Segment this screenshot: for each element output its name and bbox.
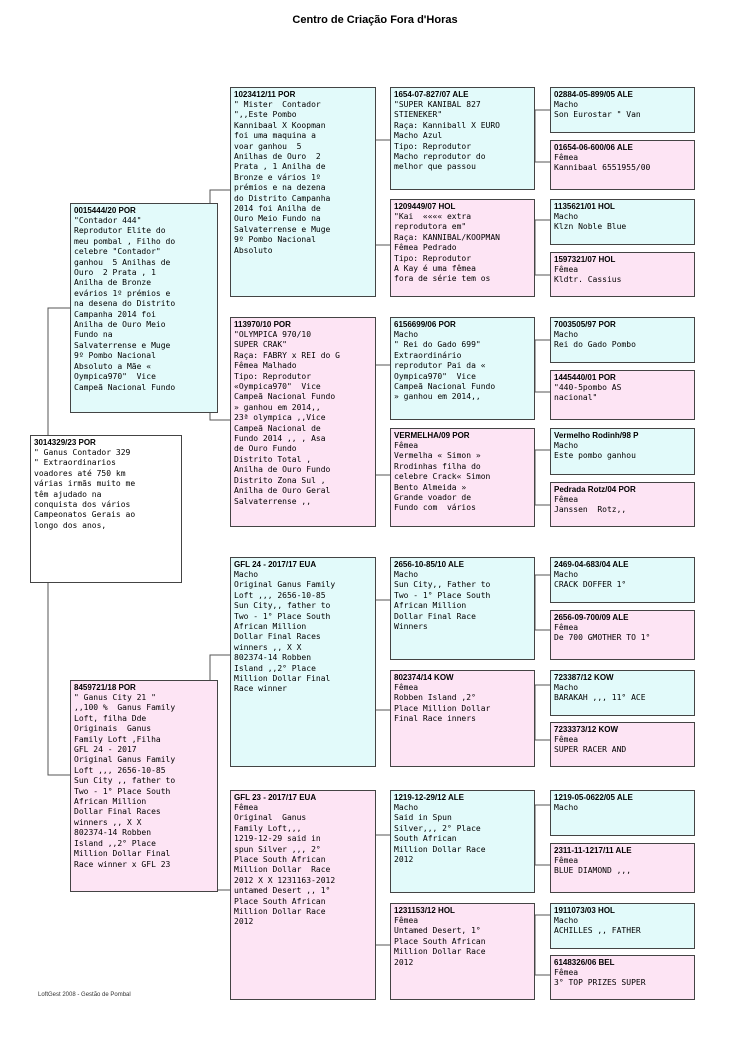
ancestor-card[interactable] <box>550 317 695 363</box>
ancestor-card[interactable] <box>390 670 535 767</box>
pigeon-description: Fêmea SUPER RACER AND <box>554 735 627 755</box>
pigeon-description: Macho Este pombo ganhou <box>554 441 636 461</box>
pigeon-description: Fêmea Original Ganus Family Loft,,, 1219-12-29 said in spun Silver ,,, 2° Place South African Million Dollar Race 2012 X X 1231163-2012 untamed Desert ,, 1° Place South African Million Dollar Race 2012 <box>234 803 336 927</box>
ring-number: GFL 23 - 2017/17 EUA <box>234 793 317 802</box>
ring-number: 1209449/07 HOL <box>394 202 456 211</box>
ancestor-card[interactable] <box>390 428 535 527</box>
ring-number: 2469-04-683/04 ALE <box>554 560 629 569</box>
ring-number: 2311-11-1217/11 ALE <box>554 846 632 855</box>
pigeon-description: Macho Son Eurostar " Van <box>554 100 641 120</box>
pigeon-description: Macho Original Ganus Family Loft ,,, 2656-10-85 Sun City,, father to Two - 1° Place South African Million Dollar Final Races winners ,, X X 802374-14 Robben Island ,,2° Place Million Dollar Final Race winner <box>234 570 336 694</box>
ancestor-card[interactable] <box>390 557 535 660</box>
pigeon-description: " Ganus Contador 329 " Extraordinarios voadores até 750 km várias irmãs muito me têm ajudado na conquista dos vários Campeonatos Gerais ao longo dos anos, <box>34 448 136 530</box>
pigeon-description: "Kai «««« extra reprodutora em" Raça: KANNIBAL/KOOPMAN Fêmea Pedrado Tipo: Reprodutor A Kay é uma fêmea fora de série tem os <box>394 212 500 284</box>
sire-card[interactable] <box>70 203 218 413</box>
ring-number: 7003505/97 POR <box>554 320 616 329</box>
pigeon-description: " Mister Contador ",,Este Pombo Kannibaal X Koopman foi uma maquina a voar ganhou 5 Anilhas de Ouro 2 Prata , 1 Anilha de Bronze e vários 1º prémios e na dezena do Distrito Campanha 2014 foi Anilha de Ouro Meio Fundo na Salvaterrense e Muge 9º Pombo Nacional Absoluto <box>234 100 331 255</box>
pigeon-description: Fêmea De 700 GMOTHER TO 1° <box>554 623 651 643</box>
ancestor-card[interactable] <box>550 843 695 893</box>
ring-number: 1219-12-29/12 ALE <box>394 793 464 802</box>
ring-number: 02884-05-899/05 ALE <box>554 90 633 99</box>
ring-number: 2656-10-85/10 ALE <box>394 560 464 569</box>
pigeon-description: Macho " Rei do Gado 699" Extraordinário reprodutor Pai da « Oympica970" Vice Campeã Nacional Fundo » ganhou em 2014,, <box>394 330 496 402</box>
ring-number: Pedrada Rotz/04 POR <box>554 485 636 494</box>
ring-number: GFL 24 - 2017/17 EUA <box>234 560 317 569</box>
ring-number: 01654-06-600/06 ALE <box>554 143 633 152</box>
ring-number: 1219-05-0622/05 ALE <box>554 793 633 802</box>
ring-number: 1135621/01 HOL <box>554 202 615 211</box>
pigeon-description: Fêmea Robben Island ,2° Place Million Dollar Final Race inners <box>394 683 491 724</box>
footer-credit: LoftGest 2008 - Gestão de Pombal <box>38 992 131 998</box>
ancestor-card[interactable] <box>550 370 695 420</box>
ancestor-card[interactable] <box>390 199 535 297</box>
ancestor-card[interactable] <box>550 903 695 949</box>
ring-number: 8459721/18 POR <box>74 683 136 692</box>
pigeon-description: Fêmea Kldtr. Cassius <box>554 265 622 285</box>
ancestor-card[interactable] <box>550 428 695 475</box>
ring-number: VERMELHA/09 POR <box>394 431 470 440</box>
ancestor-card[interactable] <box>550 140 695 190</box>
pigeon-description: "OLYMPICA 970/10 SUPER CRAK" Raça: FABRY x REI do G Fêmea Malhado Tipo: Reprodutor «Oympica970" Vice Campeã Nacional Fundo » ganhou em 2014,, 23ª olympica ,,Vice Campeã Nacional de Fundo 2014 ,, , Asa de Ouro Fundo Distrito Total , Anilha de Ouro Fundo Distrito Zona Sul , Anilha de Ouro Geral Salvaterrense ,, <box>234 330 340 506</box>
ring-number: 3014329/23 POR <box>34 438 96 447</box>
pigeon-description: Macho <box>554 803 579 812</box>
ancestor-card[interactable] <box>550 610 695 660</box>
pigeon-description: Macho CRACK DOFFER 1° <box>554 570 627 590</box>
ring-number: 113970/10 POR <box>234 320 291 329</box>
ancestor-card[interactable] <box>550 199 695 245</box>
pigeon-description: Macho Sun City,, Father to Two - 1° Place South African Million Dollar Final Race Winners <box>394 570 491 632</box>
ring-number: 802374/14 KOW <box>394 673 454 682</box>
paternal-grandsire-card[interactable] <box>230 87 376 297</box>
paternal-granddam-card[interactable] <box>230 317 376 527</box>
ring-number: 6148326/06 BEL <box>554 958 615 967</box>
ancestor-card[interactable] <box>550 252 695 297</box>
ring-number: 6156699/06 POR <box>394 320 456 329</box>
maternal-grandsire-card[interactable] <box>230 557 376 767</box>
ancestor-card[interactable] <box>550 722 695 767</box>
pigeon-description: Fêmea Janssen Rotz,, <box>554 495 627 515</box>
ancestor-card[interactable] <box>390 790 535 893</box>
pigeon-description: Macho BARAKAH ,,, 11° ACE <box>554 683 646 703</box>
ring-number: 1023412/11 POR <box>234 90 296 99</box>
ancestor-card[interactable] <box>550 955 695 1000</box>
ring-number: 7233373/12 KOW <box>554 725 619 734</box>
pigeon-description: Macho Said in Spun Silver,,, 2° Place South African Million Dollar Race 2012 <box>394 803 486 865</box>
ancestor-card[interactable] <box>390 87 535 190</box>
pigeon-description: Fêmea Untamed Desert, 1° Place South African Million Dollar Race 2012 <box>394 916 486 967</box>
pigeon-description: Fêmea Vermelha « Simon » Rrodinhas filha do celebre Crack« Simon Bento Almeida » Grande voador de Fundo com vários <box>394 441 491 513</box>
pigeon-description: "SUPER KANIBAL 827 STIENEKER" Raça: Kanniball X EURO Macho Azul Tipo: Reprodutor Macho reprodutor do melhor que passou <box>394 100 500 172</box>
pigeon-description: Macho Rei do Gado Pombo <box>554 330 636 350</box>
ancestor-card[interactable] <box>550 557 695 603</box>
ring-number: 1445440/01 POR <box>554 373 616 382</box>
pigeon-description: Macho Klzn Noble Blue <box>554 212 627 232</box>
ring-number: 0015444/20 POR <box>74 206 136 215</box>
dam-card[interactable] <box>70 680 218 892</box>
pigeon-description: "Contador 444" Reprodutor Elite do meu pombal , Filho do celebre "Contador" ganhou 5 Anilhas de Ouro 2 Prata , 1 Anilha de Bronze evários 1º prémios e na desena do Distrito Campanha 2014 foi Anilha de Ouro Meio Fundo na Salvaterrense e Muge 9º Pombo Nacional Absoluto a Mãe « Oympica970" Vice Campeã Nacional Fundo <box>74 216 176 392</box>
maternal-granddam-card[interactable] <box>230 790 376 1000</box>
pigeon-description: "440-5pombo AS nacional" <box>554 383 622 403</box>
ancestor-card[interactable] <box>550 790 695 836</box>
ring-number: 2656-09-700/09 ALE <box>554 613 629 622</box>
page-title: Centro de Criação Fora d'Horas <box>292 14 458 26</box>
pigeon-description: Fêmea Kannibaal 6551955/00 <box>554 153 651 173</box>
ring-number: Vermelho Rodinh/98 P <box>554 431 639 440</box>
pigeon-description: Fêmea 3° TOP PRIZES SUPER <box>554 968 646 988</box>
ring-number: 723387/12 KOW <box>554 673 614 682</box>
ancestor-card[interactable] <box>550 482 695 527</box>
ring-number: 1231153/12 HOL <box>394 906 455 915</box>
ancestor-card[interactable] <box>550 670 695 716</box>
pigeon-description: " Ganus City 21 " ,,100 % Ganus Family Loft, filha Dde Originais Ganus Family Loft ,Filha GFL 24 - 2017 Original Ganus Family Loft ,,, 2656-10-85 Sun City ,, father to Two - 1° Place South African Million Dollar Final Races winners ,, X X 802374-14 Robben Island ,,2° Place Million Dollar Final Race winner x GFL 23 <box>74 693 176 869</box>
pigeon-description: Macho ACHILLES ,, FATHER <box>554 916 641 936</box>
pedigree-subject-card[interactable] <box>30 435 182 583</box>
ancestor-card[interactable] <box>390 903 535 1000</box>
pigeon-description: Fêmea BLUE DIAMOND ,,, <box>554 856 632 876</box>
ring-number: 1597321/07 HOL <box>554 255 616 264</box>
ancestor-card[interactable] <box>390 317 535 420</box>
ring-number: 1654-07-827/07 ALE <box>394 90 469 99</box>
ring-number: 1911073/03 HOL <box>554 906 615 915</box>
ancestor-card[interactable] <box>550 87 695 133</box>
